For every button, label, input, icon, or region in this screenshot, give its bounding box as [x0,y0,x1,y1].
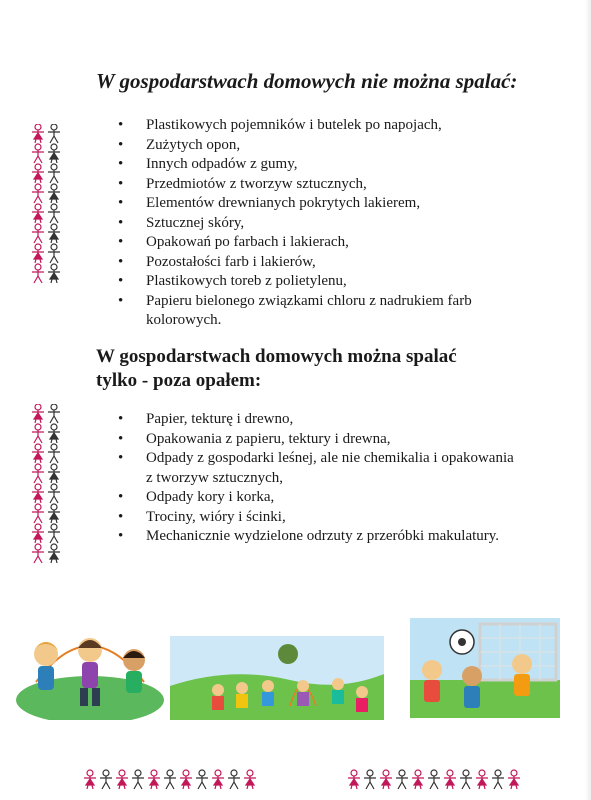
stick-figure-icon [48,424,60,443]
list-item: • Mechanicznie wydzielone odrzuty z przeróbki makulatury. [118,527,518,547]
stick-figure-icon [32,224,44,243]
stick-figure-icon [32,444,44,463]
list-cannot-burn [118,116,518,331]
stick-figure-icon [48,264,60,283]
stick-figure-icon [396,770,408,789]
stick-figure-icon [508,770,520,789]
decorative-figures-row-left [82,764,258,800]
list-item: • Papier, tekturę i drewno, [118,410,518,430]
stick-figure-icon [32,504,44,523]
list-item: • Opakowań po farbach i lakierach, [118,233,518,253]
stick-figure-icon [132,770,144,789]
stick-figure-icon [48,204,60,223]
stick-figure-icon [48,124,60,143]
decorative-figures-row-right [346,764,522,800]
list-item: • Plastikowych pojemników i butelek po napojach, [118,116,518,136]
list-item: • Odpady kory i korka, [118,488,518,508]
stick-figure-icon [32,124,44,143]
illustration-kids-playing-park [170,636,384,720]
stick-figure-icon [32,404,44,423]
stick-figure-icon [48,184,60,203]
stick-figure-icon [444,770,456,789]
heading-can-burn [96,345,516,393]
stick-figure-icon [148,770,160,789]
stick-figure-icon [48,224,60,243]
illustration-kids-jump-rope [16,620,164,720]
decorative-figures-column-top [30,124,70,288]
list-item: • Pozostałości farb i lakierów, [118,253,518,273]
stick-figure-icon [412,770,424,789]
list-item: • Odpady z gospodarki leśnej, ale nie chemikalia i opakowania z tworzyw sztucznych, [118,449,518,488]
stick-figure-icon [32,164,44,183]
stick-figure-icon [32,484,44,503]
stick-figure-icon [48,544,60,563]
stick-figure-icon [364,770,376,789]
stick-figure-icon [428,770,440,789]
list-item: • Innych odpadów z gumy, [118,155,518,175]
stick-figure-icon [32,544,44,563]
stick-figure-icon [180,770,192,789]
stick-figure-icon [460,770,472,789]
list-item: • Zużytych opon, [118,136,518,156]
stick-figure-icon [380,770,392,789]
stick-figure-icon [32,144,44,163]
heading-can-burn-line2: tylko - poza opałem: [96,370,262,391]
illustration-kids-soccer [410,618,560,718]
stick-figure-icon [32,204,44,223]
stick-figure-icon [348,770,360,789]
stick-figure-icon [196,770,208,789]
stick-figure-icon [32,464,44,483]
stick-figure-icon [48,404,60,423]
decorative-figures-column-bottom [30,404,70,564]
stick-figure-icon [476,770,488,789]
stick-figure-icon [228,770,240,789]
stick-figure-icon [48,164,60,183]
stick-figure-icon [48,144,60,163]
stick-figure-icon [244,770,256,789]
stick-figure-icon [32,244,44,263]
stick-figure-icon [84,770,96,789]
stick-figure-icon [48,524,60,543]
list-item: • Plastikowych toreb z polietylenu, [118,272,518,292]
heading-can-burn-line1: W gospodarstwach domowych można spalać [96,346,457,367]
stick-figure-icon [48,484,60,503]
list-item: • Trociny, wióry i ścinki, [118,508,518,528]
heading-cannot-burn: W gospodarstwach domowych nie można spalać: [96,69,518,93]
stick-figure-icon [48,504,60,523]
list-item: • Opakowania z papieru, tektury i drewna, [118,430,518,450]
list-can-burn [118,410,518,547]
stick-figure-icon [32,524,44,543]
stick-figure-icon [32,424,44,443]
stick-figure-icon [48,464,60,483]
scan-edge [585,0,591,800]
stick-figure-icon [492,770,504,789]
list-item: • Przedmiotów z tworzyw sztucznych, [118,175,518,195]
stick-figure-icon [48,444,60,463]
stick-figure-icon [100,770,112,789]
stick-figure-icon [32,264,44,283]
stick-figure-icon [48,244,60,263]
stick-figure-icon [164,770,176,789]
list-item: • Sztucznej skóry, [118,214,518,234]
stick-figure-icon [116,770,128,789]
list-item: • Elementów drewnianych pokrytych lakierem, [118,194,518,214]
list-item: • Papieru bielonego związkami chloru z nadrukiem farb kolorowych. [118,292,518,331]
stick-figure-icon [32,184,44,203]
stick-figure-icon [212,770,224,789]
